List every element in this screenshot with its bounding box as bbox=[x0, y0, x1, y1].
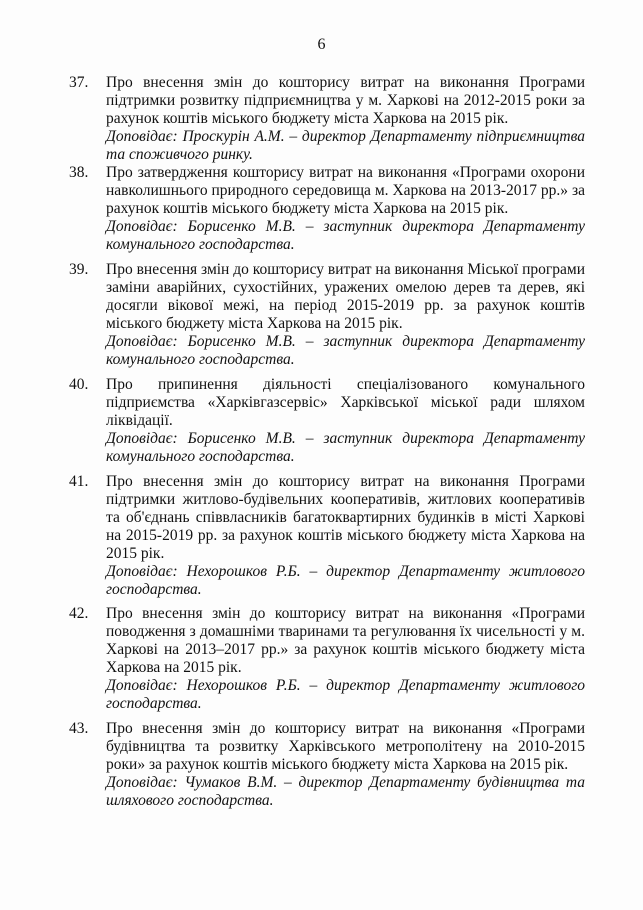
item-reporter bbox=[106, 128, 585, 164]
item-number: 40. bbox=[69, 376, 89, 393]
reporter-text: Борисенко М.В. – заступник директора Департаменту комунального господарства. bbox=[106, 430, 585, 465]
item-title: Про внесення змін до кошторису витрат на виконання Міської програми заміни аварійних, сухостійних, уражених омелою дерев та дерев, які досягли вікової межі, на період 2015-2019 рр. за рахунок коштів міського бюджету міста Харкова на 2015 рік. bbox=[106, 261, 585, 332]
item-body bbox=[106, 605, 585, 713]
reporter-label: Доповідає: bbox=[106, 430, 178, 447]
agenda-item bbox=[69, 720, 585, 810]
item-reporter bbox=[106, 430, 585, 466]
item-body bbox=[106, 74, 585, 164]
reporter-text: Нехорошков Р.Б. – директор Департаменту житлового господарства. bbox=[106, 677, 585, 712]
reporter-text: Нехорошков Р.Б. – директор Департаменту житлового господарства. bbox=[106, 563, 585, 598]
item-reporter bbox=[106, 774, 585, 810]
item-number: 43. bbox=[69, 720, 89, 737]
reporter-label: Доповідає: bbox=[106, 563, 178, 580]
item-reporter bbox=[106, 563, 585, 599]
item-number: 37. bbox=[69, 74, 89, 91]
item-body bbox=[106, 376, 585, 466]
item-number: 39. bbox=[69, 261, 89, 278]
item-body bbox=[106, 164, 585, 254]
reporter-label: Доповідає: bbox=[106, 218, 178, 235]
item-title: Про внесення змін до кошторису витрат на виконання «Програми поводження з домашніми тваринами та регулювання їх чисельності у м. Харкові на 2013–2017 рр.» за рахунок коштів міського бюджету міста Харкова на 2015 рік. bbox=[106, 605, 585, 676]
agenda-item bbox=[69, 473, 585, 599]
reporter-text: Борисенко М.В. – заступник директора Департаменту комунального господарства. bbox=[106, 333, 585, 368]
item-number: 42. bbox=[69, 605, 89, 622]
item-reporter bbox=[106, 333, 585, 369]
agenda-item bbox=[69, 261, 585, 369]
item-title: Про затвердження кошторису витрат на виконання «Програми охорони навколишнього природного середовища м. Харкова на 2013-2017 рр.» за рахунок коштів міського бюджету міста Харкова на 2015 рік. bbox=[106, 164, 585, 217]
item-body bbox=[106, 261, 585, 369]
item-title: Про внесення змін до кошторису витрат на виконання Програми підтримки розвитку підприємництва у м. Харкові на 2012-2015 роки за рахунок коштів міського бюджету міста Харкова на 2015 рік. bbox=[106, 74, 585, 127]
item-reporter bbox=[106, 218, 585, 254]
reporter-label: Доповідає: bbox=[106, 128, 178, 145]
agenda-item bbox=[69, 74, 585, 164]
agenda-item bbox=[69, 164, 585, 254]
reporter-text: Борисенко М.В. – заступник директора Департаменту комунального господарства. bbox=[106, 218, 585, 253]
page-number: 6 bbox=[317, 36, 326, 53]
item-title: Про внесення змін до кошторису витрат на виконання «Програми будівництва та розвитку Харківського метрополітену на 2010-2015 роки» за рахунок коштів міського бюджету міста Харкова на 2015 рік. bbox=[106, 720, 585, 773]
item-body bbox=[106, 720, 585, 810]
item-title: Про припинення діяльності спеціалізованого комунального підприємства «Харківгазсервіс» Харківської міської ради шляхом ліквідації. bbox=[106, 376, 585, 429]
agenda-item bbox=[69, 376, 585, 466]
agenda-item bbox=[69, 605, 585, 713]
reporter-label: Доповідає: bbox=[106, 774, 178, 791]
reporter-text: Проскурін А.М. – директор Департаменту підприємництва та споживчого ринку. bbox=[106, 128, 585, 163]
item-number: 41. bbox=[69, 473, 89, 490]
item-title: Про внесення змін до кошторису витрат на виконання Програми підтримки житлово-будівельних кооперативів, житлових кооперативів та об'єднань співвласників багатоквартирних будинків в місті Харкові на 2015-2019 рр. за рахунок коштів міського бюджету міста Харкова на 2015 рік. bbox=[106, 473, 585, 562]
reporter-label: Доповідає: bbox=[106, 333, 178, 350]
item-number: 38. bbox=[69, 164, 89, 181]
reporter-text: Чумаков В.М. – директор Департаменту будівництва та шляхового господарства. bbox=[106, 774, 586, 809]
item-reporter bbox=[106, 677, 585, 713]
item-body bbox=[106, 473, 585, 599]
reporter-label: Доповідає: bbox=[106, 677, 178, 694]
